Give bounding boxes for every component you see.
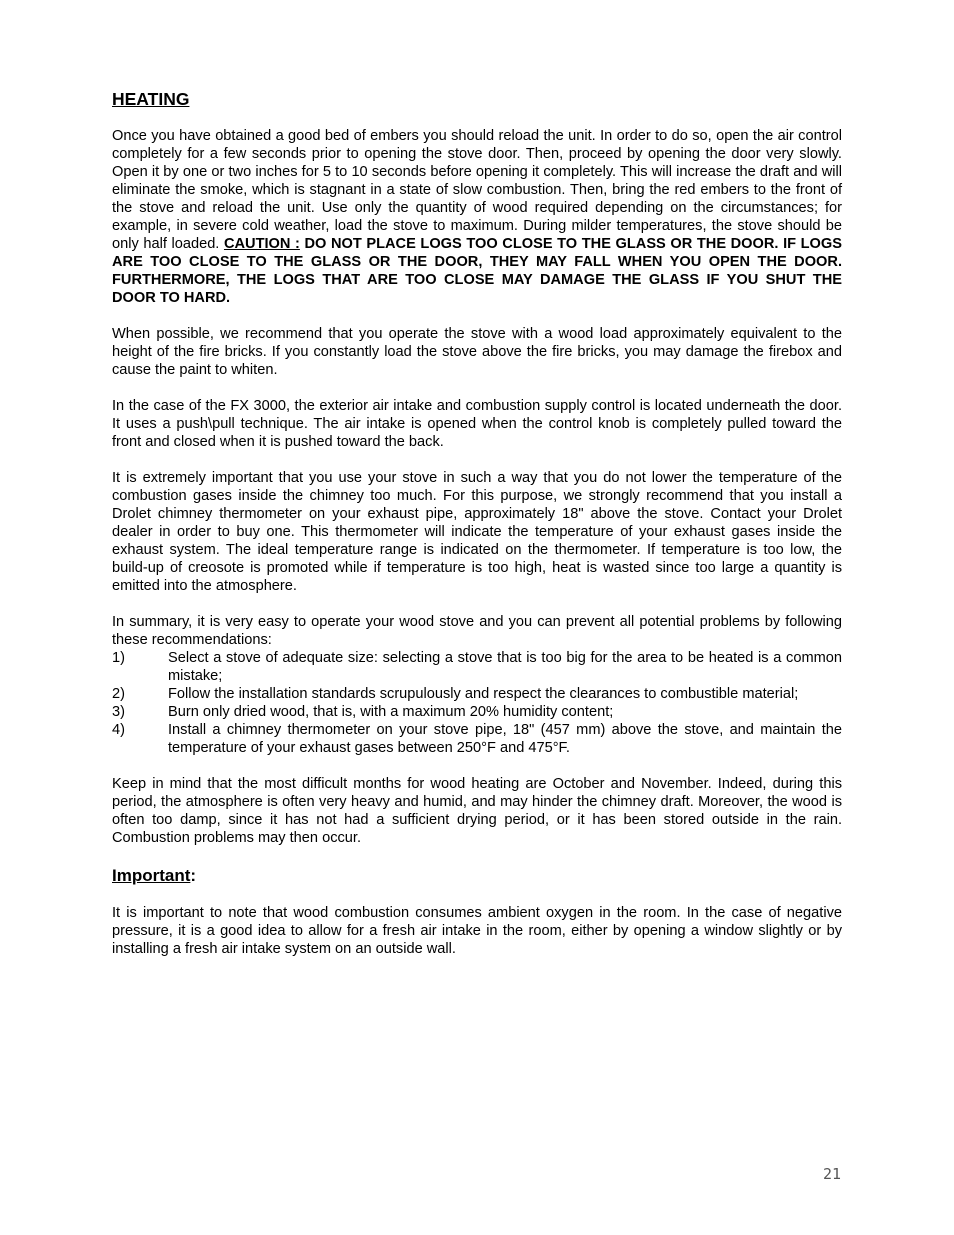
paragraph-oxygen: It is important to note that wood combustion consumes ambient oxygen in the room. In the case of negative pressure, it is a good idea to allow for a fresh air intake in the room, either by opening a window slightly or by installing a fresh air intake system on an outside wall. — [112, 905, 842, 957]
paragraph-summary-intro: In summary, it is very easy to operate your wood stove and you can prevent all potential problems by following these recommendations: — [112, 614, 842, 648]
paragraph-air-intake: In the case of the FX 3000, the exterior air intake and combustion supply control is located underneath the door. It uses a push\pull technique. The air intake is opened when the control knob is completely pulled toward the front and closed when it is pushed toward the back. — [112, 398, 842, 450]
section-heading-important — [112, 865, 842, 887]
list-item-number: 2) — [112, 686, 125, 702]
list-item-number: 1) — [112, 650, 125, 666]
caution-label: CAUTION : — [223, 236, 300, 252]
section-heading-heating: HEATING — [112, 89, 190, 109]
list-item-text: Select a stove of adequate size: selecting a stove that is too big for the area to be heated is a common mistake; — [168, 650, 842, 684]
page-number: 21 — [822, 1165, 841, 1183]
list-item-number: 3) — [112, 704, 125, 720]
list-item — [112, 721, 842, 757]
paragraph-chimney-temperature: It is extremely important that you use your stove in such a way that you do not lower the temperature of the combustion gases inside the chimney too much. For this purpose, we strongly recommend that you install a Drolet chimney thermometer on your exhaust pipe, approximately 18" above the stove. Contact your Drolet dealer in order to buy one. This thermometer will indicate the temperature of your exhaust gases inside the exhaust system. The ideal temperature range is indicated on the thermometer. If temperature is too low, the build-up of creosote is promoted while if temperature is too high, heat is wasted since too large a quantity is emitted into the atmosphere. — [112, 470, 842, 594]
list-item-text: Install a chimney thermometer on your stove pipe, 18" (457 mm) above the stove, and maintain the temperature of your exhaust gases between 250°F and 475°F. — [168, 722, 842, 756]
recommendations-list — [112, 649, 842, 757]
paragraph-reloading — [112, 127, 842, 307]
paragraph-difficult-months: Keep in mind that the most difficult months for wood heating are October and November. Indeed, during this period, the atmosphere is often very heavy and humid, and may hinder the chimney draft. Moreover, the wood is often too damp, since it has not had a sufficient drying period, or it has been stored outside in the rain. Combustion problems may then occur. — [112, 776, 842, 846]
list-item — [112, 703, 842, 721]
list-item-number: 4) — [112, 722, 125, 738]
list-item-text: Burn only dried wood, that is, with a maximum 20% humidity content; — [168, 704, 614, 720]
paragraph-reloading-text: Once you have obtained a good bed of embers you should reload the unit. In order to do so, open the air control completely for a few seconds prior to opening the stove door. Then, proceed by opening the door very slowly. Open it by one or two inches for 5 to 10 seconds before opening it completely. This will increase the draft and will eliminate the smoke, which is stagnant in a state of slow combustion. Then, bring the red embers to the front of the stove and reload the unit. Use only the quantity of wood required depending on the circumstances; for example, in severe cold weather, load the stove to maximum. During milder temperatures, the stove should be only half loaded. — [112, 128, 842, 252]
list-item — [112, 649, 842, 685]
important-heading-colon: : — [190, 866, 197, 885]
caution-text: DO NOT PLACE LOGS TOO CLOSE TO THE GLASS OR THE DOOR. IF LOGS ARE TOO CLOSE TO THE GLASS OR THE DOOR, THEY MAY FALL WHEN YOU OPEN THE DOOR. FURTHERMORE, THE LOGS THAT ARE TOO CLOSE MAY DAMAGE THE GLASS IF YOU SHUT THE DOOR TO HARD. — [112, 236, 842, 306]
paragraph-wood-load: When possible, we recommend that you operate the stove with a wood load approximately equivalent to the height of the fire bricks. If you constantly load the stove above the fire bricks, you may damage the firebox and cause the paint to whiten. — [112, 326, 842, 378]
list-item-text: Follow the installation standards scrupulously and respect the clearances to combustible material; — [168, 686, 799, 702]
document-page — [112, 88, 842, 976]
important-heading-text: Important — [112, 866, 191, 885]
list-item — [112, 685, 842, 703]
